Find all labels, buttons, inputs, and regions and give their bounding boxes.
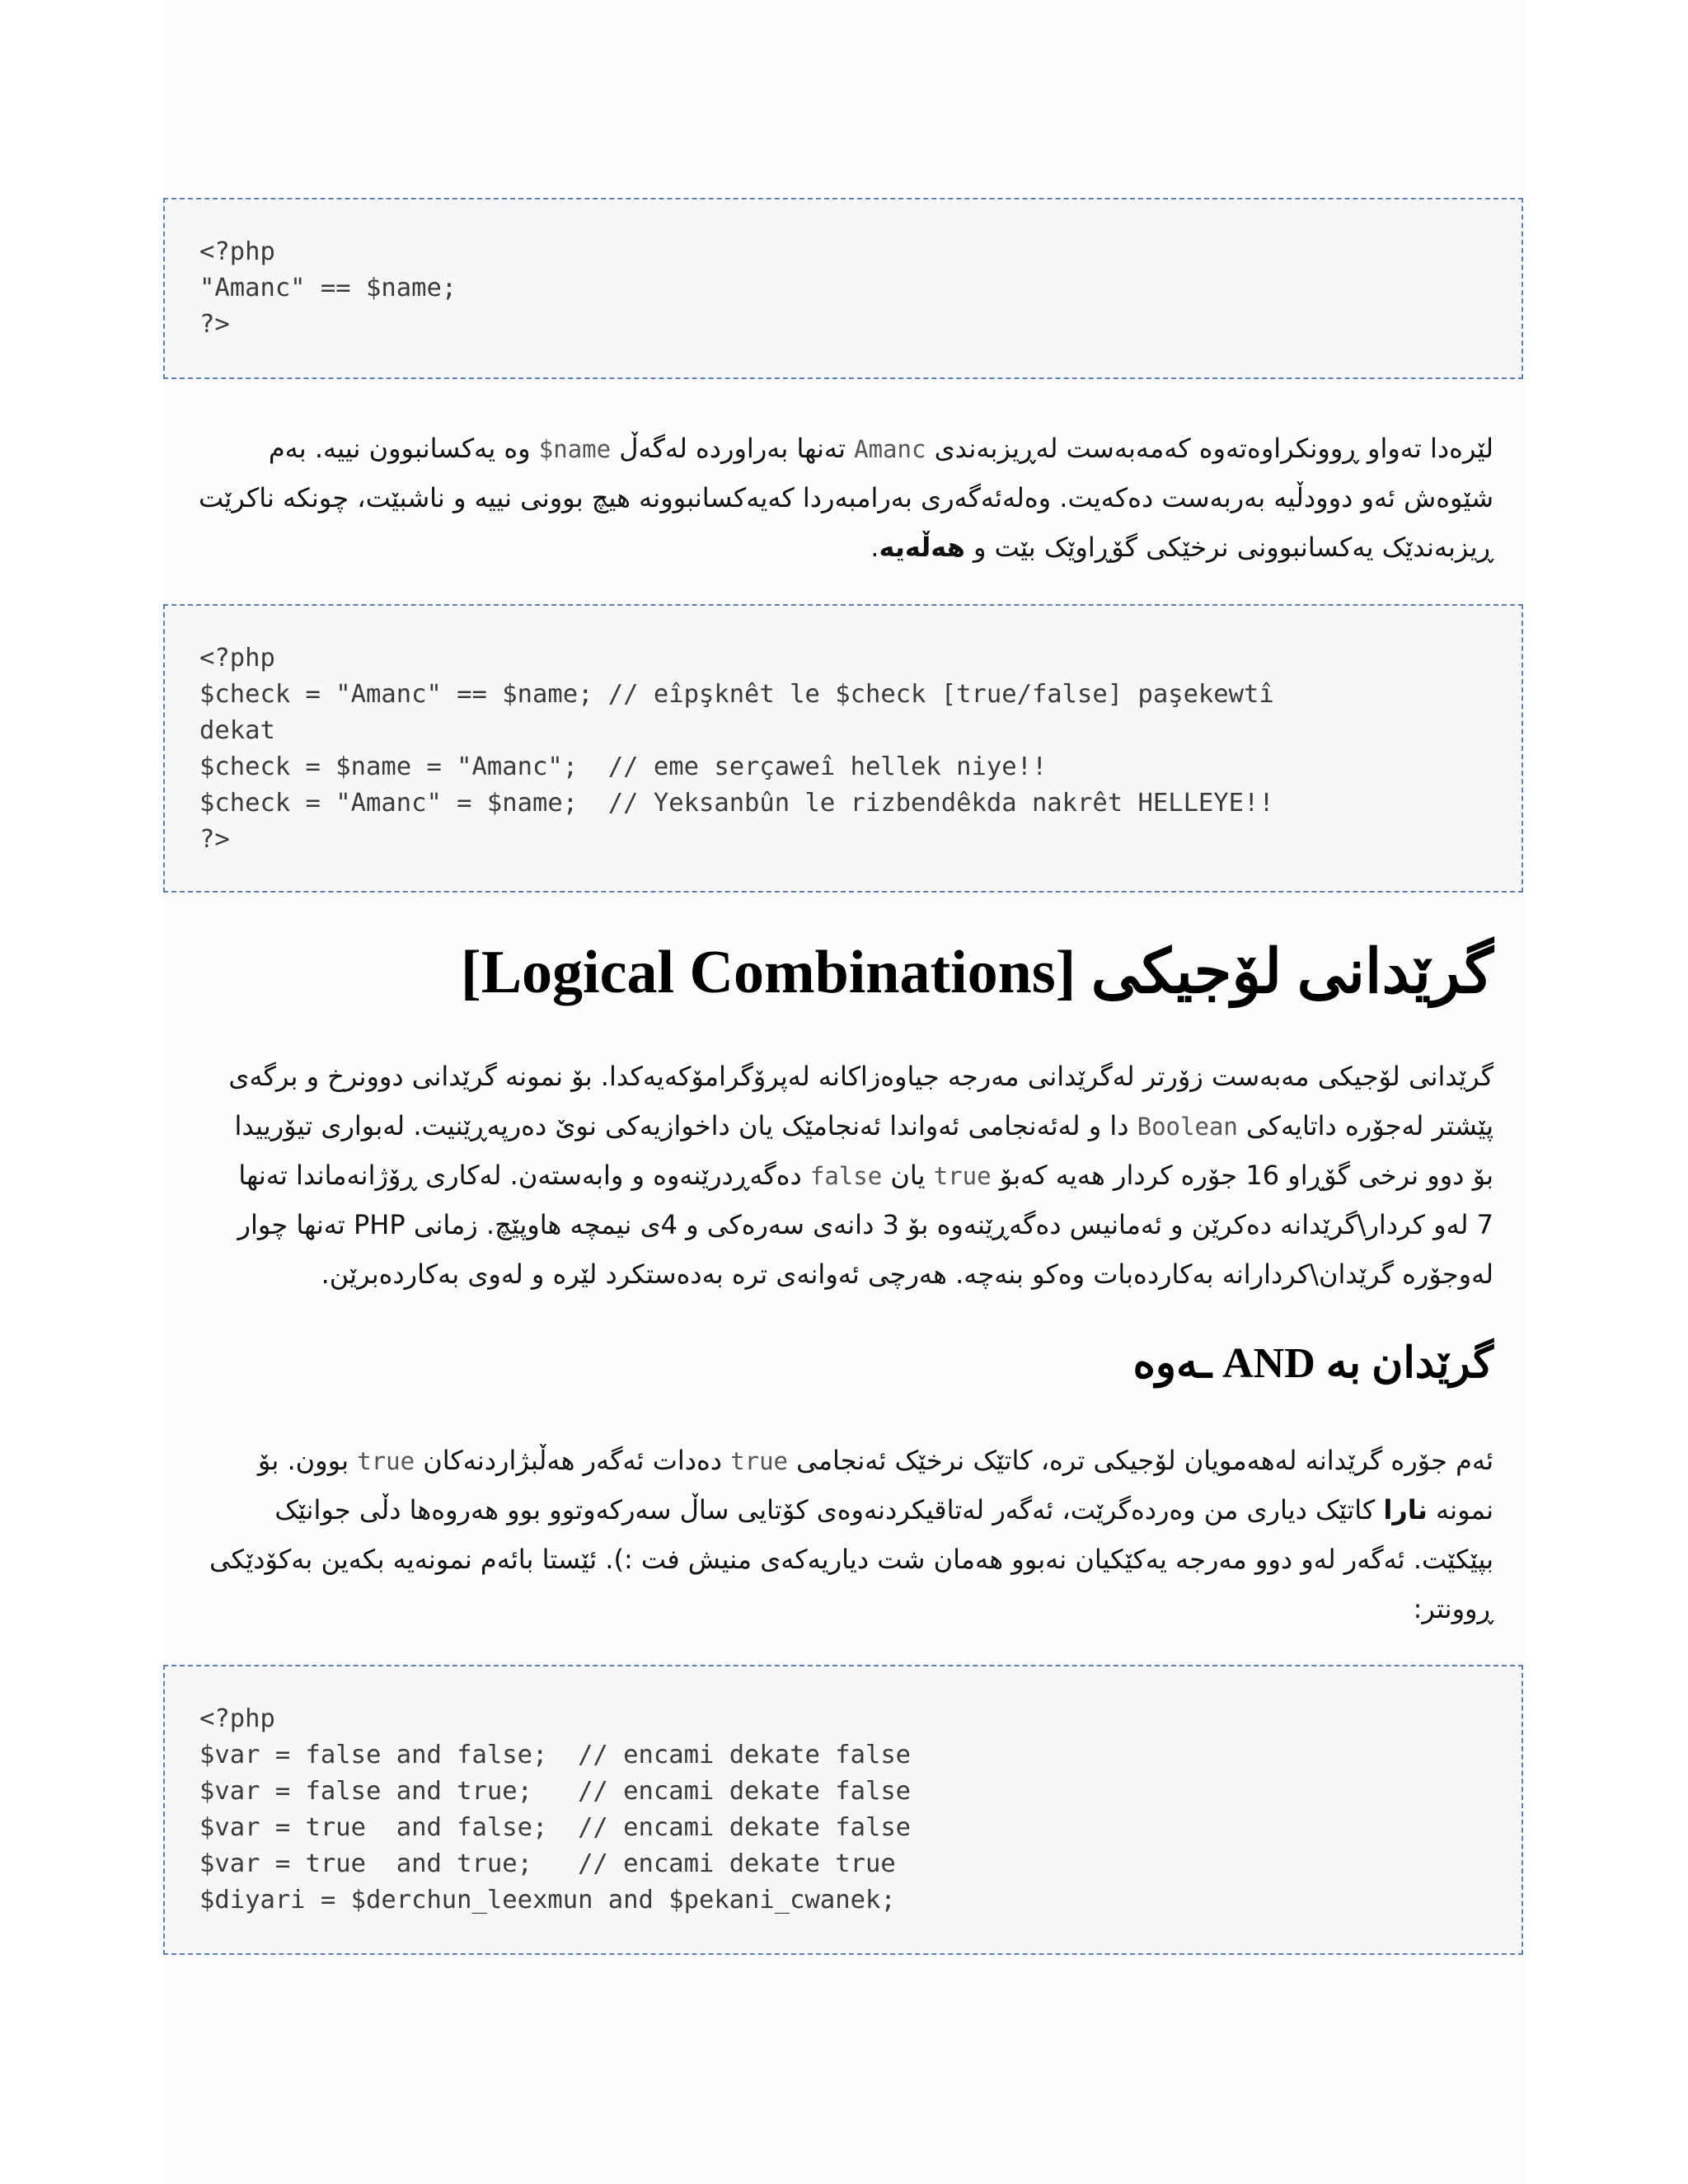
- code-line: <?php: [199, 1704, 275, 1733]
- code-line: dekat: [199, 716, 275, 745]
- code-line: <?php: [199, 237, 275, 266]
- paragraph-line: پێشتر لەجۆرە داتایەکی Boolean دا و لەئەنجامی ئەواندا ئەنجامێک یان داخوازیەکی نوێ دەرپەڕێنیت. لەبواری تیۆرییدا: [234, 1110, 1493, 1141]
- code-block-2: [163, 604, 1523, 893]
- code-line: $check = $name = "Amanc"; // eme serçaweî hellek niye!!: [199, 752, 1048, 781]
- subsection-heading: گرێدان بە AND ـەوە: [1132, 1340, 1493, 1387]
- code-block-1: [163, 198, 1523, 379]
- code-line: $diyari = $derchun_leexmun and $pekani_cwanek;: [199, 1886, 896, 1915]
- paragraph-3: [209, 1436, 1493, 1633]
- code-line: $check = "Amanc" == $name; // eîpşknêt le $check [true/false] paşekewtî: [199, 680, 1274, 709]
- paragraph-line: ئەم جۆرە گرێدانە لەهەمویان لۆجیکی ترە، کاتێک نرخێک ئەنجامی true دەدات ئەگەر هەڵبژاردنەکان true بوون. بۆ: [257, 1445, 1493, 1476]
- paragraph-1: [199, 424, 1493, 572]
- inline-code: true: [933, 1162, 992, 1190]
- section-heading: گرێدانی لۆجیکی [Logical Combinations]: [461, 939, 1493, 1006]
- code-line: $var = true and false; // encami dekate false: [199, 1813, 912, 1842]
- paragraph-line: نمونە نارا کاتێک دیاری من وەردەگرێت، ئەگەر لەتاقیکردنەوەی کۆتایی ساڵ سەرکەوتوو بوو هەروەها دڵی جوانێک: [274, 1494, 1493, 1526]
- paragraph-line: بۆ دوو نرخی گۆڕاو 16 جۆرە کردار هەیە کەبۆ true یان false دەگەڕدرێنەوە و وابەستەن. لەکاری ڕۆژانەماندا تەنها: [238, 1160, 1493, 1191]
- bold-word: هەڵەیە: [879, 532, 965, 563]
- code-line: $var = true and true; // encami dekate true: [199, 1849, 896, 1878]
- code-line: "Amanc" == $name;: [199, 274, 457, 302]
- paragraph-line: لەوجۆرە گرێدان\کردارانە بەکاردەبات وەکو بنەچە. هەرچی ئەوانەی ترە بەدەستکرد لێرە و لەوی بەکاردەبرێن.: [321, 1258, 1493, 1290]
- code-line: $check = "Amanc" = $name; // Yeksanbûn le rizbendêkda nakrêt HELLEYE!!: [199, 789, 1274, 818]
- code-line: ?>: [199, 825, 230, 854]
- bold-word: نارا: [1383, 1494, 1428, 1526]
- inline-code: name$: [538, 435, 612, 463]
- inline-code: Boolean: [1137, 1113, 1238, 1141]
- code-line: $var = false and true; // encami dekate false: [199, 1777, 912, 1806]
- inline-code: true: [730, 1447, 788, 1475]
- code-line: $var = false and false; // encami dekate false: [199, 1741, 912, 1769]
- paragraph-line: بپێکێت. ئەگەر لەو دوو مەرجە یەکێکیان نەبوو هەمان شت دیاریەکەی منیش فت :). ئێستا بائەم نمونەیە بکەین بەکۆدێکی: [209, 1544, 1493, 1575]
- paragraph-2: [223, 1052, 1493, 1299]
- paragraph-line: لێرەدا تەواو ڕوونکراوەتەوە کەمەبەست لەڕیزبەندی Amanc تەنها بەراورده لەگەڵ name$ وه یەکسانبوون نییە. بەم: [268, 433, 1493, 464]
- paragraph-line: گرێدانی لۆجیکی مەبەست زۆرتر لەگرێدانی مەرجە جیاوەزاکانە لەپرۆگرامۆکەیەکدا. بۆ نمونە گرێدانی دوونرخ و برگەی: [228, 1061, 1493, 1092]
- inline-code: true: [357, 1447, 415, 1475]
- code-line: ?>: [199, 310, 230, 339]
- inline-code: Amanc: [854, 435, 926, 463]
- code-block-3: [163, 1665, 1523, 1955]
- inline-code: false: [809, 1162, 883, 1190]
- paragraph-line: ڕوونتر:: [1413, 1593, 1493, 1624]
- code-line: <?php: [199, 644, 275, 673]
- paragraph-line: ڕیزبەندێک یەکسانبوونی نرخێکی گۆڕاوێک بێت و هەڵەیە.: [870, 532, 1493, 563]
- paragraph-line: شێوەش ئەو دوودڵیە بەربەست دەکەیت. وەلەئەگەری بەرامبەردا کەیەکسانبوونە هیچ بوونی نییە و ناشبێت، چونکە ناکرێت: [199, 482, 1493, 513]
- paragraph-line: 7 لەو کردار\گرێدانە دەکرێن و ئەمانیس دەگەڕێنەوە بۆ 3 دانەی سەرەکی و 4ی نیمچە هاوپێچ. زمانی PHP تەنها چوار: [237, 1209, 1493, 1240]
